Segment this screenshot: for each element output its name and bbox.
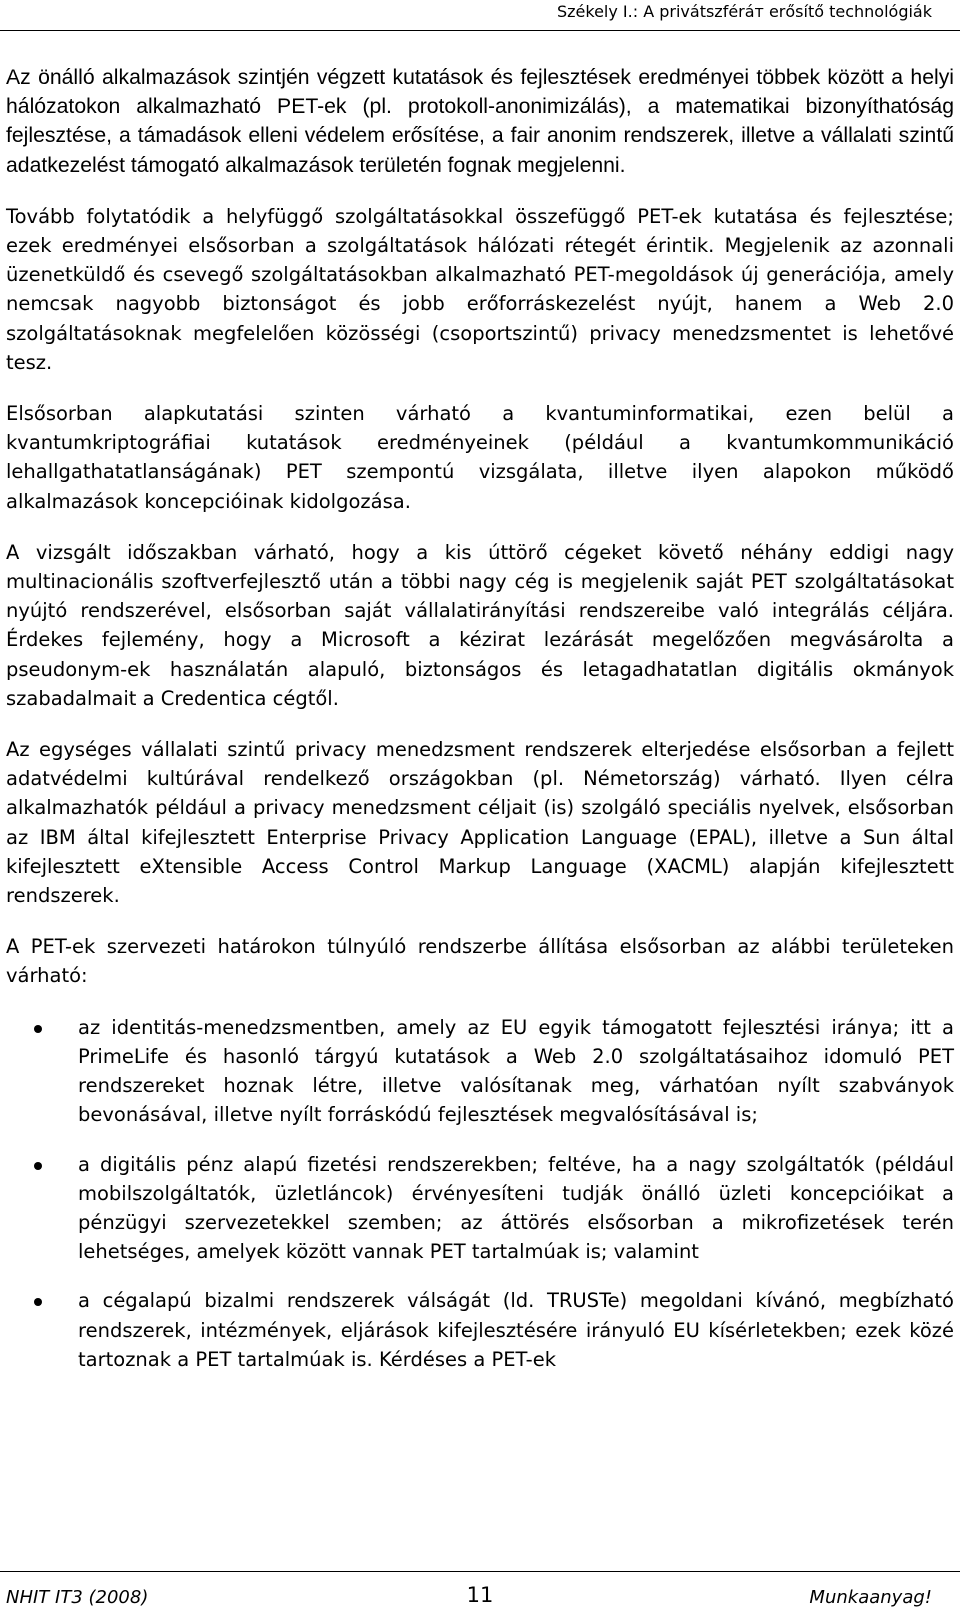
bullet-icon (34, 1162, 42, 1170)
paragraph-1: Az önálló alkalmazások szintjén végzett kutatások és fejlesztések eredményei többek között a helyi hálózatokon alkalmazható PET-ek (pl. protokoll-anonimizálás), a matematikai bizonyíthatóság fejlesztése, a támadások elleni védelem erősítése, a fair anonim rendszerek, illetve a vállalati szintű adatkezelést támogató alkalmazások területén fognak megjelenni. (6, 66, 954, 177)
list-item (6, 1150, 954, 1267)
footer-rule (0, 1571, 960, 1572)
bullet-icon (34, 1025, 42, 1033)
page-number: 11 (466, 1583, 494, 1607)
paragraph-5: Az egységes vállalati szintű privacy menedzsment rendszerek elterjedése elsősorban a fejlett adatvédelmi kultúrával rendelkező országokban (pl. Németország) várható. Ilyen célra alkalmazhatók például a privacy menedzsment céljait (is) szolgáló speciális nyelvek, elsősorban az IBM által kifejlesztett Enterprise Privacy Application Language (EPAL), illetve a Sun által kifejlesztett eXtensible Access Control Markup Language (XACML) alapján kifejlesztett rendszerek. (6, 738, 954, 908)
bullet-icon (34, 1298, 42, 1306)
paragraph-6: A PET-ek szervezeti határokon túlnyúló rendszerbe állítása elsősorban az alábbi területeken várható: (6, 935, 954, 988)
running-header (0, 0, 960, 30)
header-rule (0, 30, 960, 31)
page-footer (0, 1571, 960, 1617)
list-item (6, 1286, 954, 1374)
footer-document-id: NHIT IT3 (2008) (6, 1587, 149, 1608)
list-item-text: az identitás-menedzsmentben, amely az EU egyik támogatott fejlesztési iránya; itt a PrimeLife és hasonló tárgyú kutatások a Web 2.0 szolgáltatásaihoz idomuló PET rendszereket hoznak létre, illetve valósítanak meg, várhatóan nyílt szabványok bevonásával, illetve nyílt forráskódú fejlesztések megvalósításával is; (78, 1015, 954, 1127)
list-item-text: a digitális pénz alapú fizetési rendszerekben; feltéve, ha a nagy szolgáltatók (például mobilszolgáltatók, üzletláncok) érvényesíteni tudják önálló üzleti koncepcióikat a pénzügyi szervezetekkel szemben; az áttörés elsősorban a mikrofizetések terén lehetséges, amelyek között vannak PET tartalmúak is; valamint (78, 1152, 954, 1264)
bullet-list (6, 1013, 954, 1374)
footer-draft-label: Munkaanyag! (809, 1587, 932, 1608)
paragraph-4: A vizsgált időszakban várható, hogy a kis úttörő cégeket követő néhány eddigi nagy multinacionális szoftverfejlesztő után a többi nagy cég is megjelenik saját PET szolgáltatásokat nyújtó rendszerével, elsősorban saját vállalatirányítási rendszereibe való integrálás céljára. Érdekes fejlemény, hogy a Microsoft a kézirat lezárását megelőzően megvásárolta a pseudonym-ek használatán alapuló, biztonságos és letagadhatatlan digitális okmányok szabadalmait a Credentica cégtől. (6, 540, 954, 710)
body-text (6, 63, 954, 1394)
paragraph-2: Tovább folytatódik a helyfüggő szolgáltatásokkal összefüggő PET-ek kutatása és fejlesztése; ezek eredményei elsősorban a szolgáltatások hálózati rétegét érintik. Megjelenik az azonnali üzenetküldő és csevegő szolgáltatásokban alkalmazható PET-megoldások új generációja, amely nemcsak nagyobb biztonságot és jobb erőforráskezelést nyújt, hanem a Web 2.0 szolgáltatásoknak megfelelően közösségi (csoportszintű) privacy menedzsmentet is lehetővé tesz. (6, 204, 954, 374)
paragraph-3: Elsősorban alapkutatási szinten várható a kvantuminformatikai, ezen belül a kvantumkriptográfiai kutatások eredményeinek (például a kvantumkommunikáció lehallgathatatlanságának) PET szempontú vizsgálata, illetve ilyen alapokon működő alkalmazások koncepcióinak kidolgozása. (6, 402, 954, 513)
list-item-text: a cégalapú bizalmi rendszerek válságát (ld. TRUSTe) megoldani kívánó, megbízható rendszerek, intézmények, eljárások kifejlesztésére irányuló EU kísérletekben; ezek közé tartoznak a PET tartalmúak is. Kérdéses a PET-ek (78, 1289, 954, 1371)
running-header-title: Székely I.: A privátszféráт erősítő technológiák (556, 2, 932, 21)
list-item (6, 1013, 954, 1130)
